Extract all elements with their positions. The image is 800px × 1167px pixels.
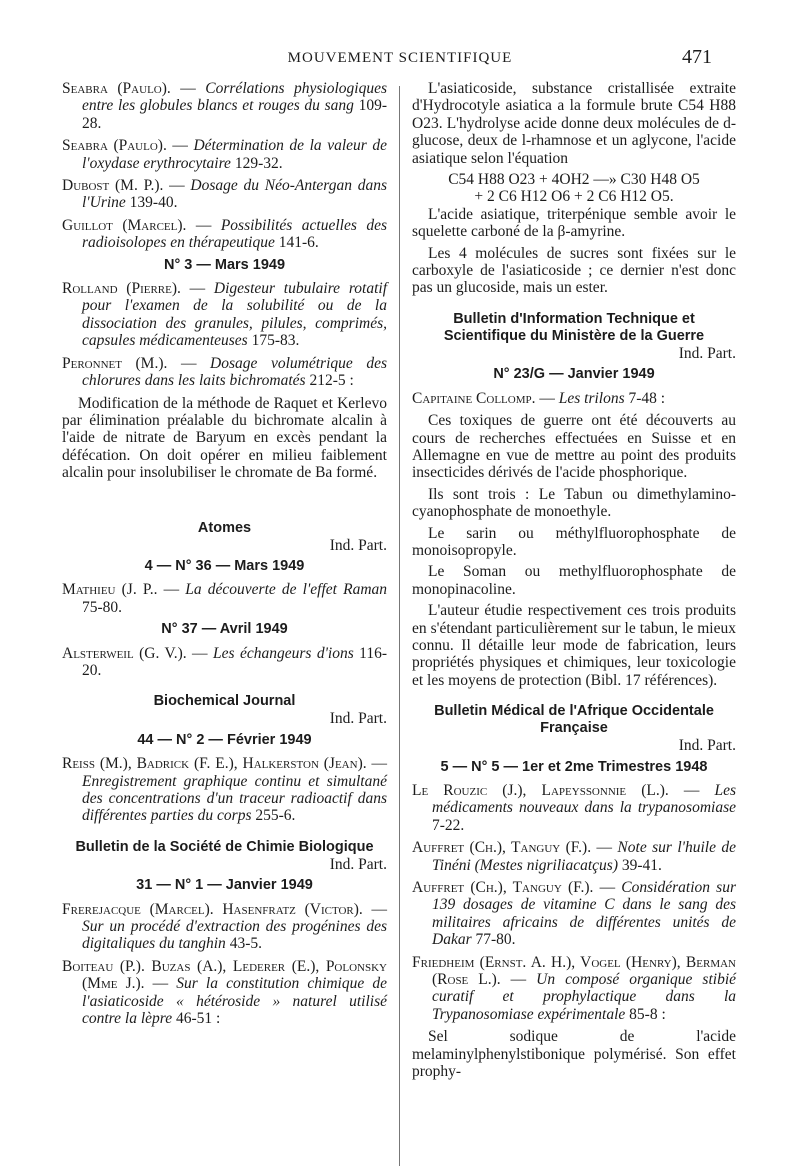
entry-author: Seabra (Paulo). [62, 80, 171, 97]
entry-pages: 129-32. [230, 154, 283, 172]
entry-dash: — [163, 177, 191, 195]
spacer [62, 486, 387, 506]
entry-pages: 46-51 : [172, 1010, 221, 1028]
entry-author: Le Rouzic (J.), Lapeyssonnie (L.). [412, 782, 669, 799]
entry-dash: — [535, 389, 559, 407]
bibliography-entry [62, 355, 387, 390]
bibliography-entry [412, 879, 736, 949]
entry-pages: 75-80. [82, 598, 123, 616]
entry-title: Note sur l'huile de Tinéni (Mestes nigriliacatçus) [432, 839, 736, 874]
entry-dash: — [500, 971, 537, 989]
abstract-paragraph: Le sarin ou méthylfluorophosphate de monoisopropyle. [412, 524, 736, 559]
entry-dash: — [166, 137, 194, 155]
issue-heading: N° 23/G — Janvier 1949 [493, 366, 655, 383]
journal-heading: Bulletin de la Société de Chimie Biologique [75, 838, 374, 855]
issue-heading: N° 3 — Mars 1949 [163, 256, 286, 273]
entry-author: Mathieu (J. P.. [62, 581, 158, 599]
entry-dash: — [591, 839, 618, 857]
entry-pages: 77-80. [471, 931, 516, 949]
entry-dash: — [186, 216, 221, 234]
journal-heading: Biochemical Journal [153, 693, 296, 710]
abstract-paragraph: L'asiaticoside, substance cristallisée extraite d'Hydrocotyle asiatica a la formule brute C54 H88 O23. L'hydrolyse acide donne deux molécules de d-glucose, deux de l-rhamnose et un aglycone, l'acide asiatique selon l'équation [412, 80, 736, 167]
entry-pages: 141-6. [274, 234, 319, 252]
journal-heading: Atomes [197, 519, 252, 536]
entry-dash: — [366, 755, 388, 773]
issue-heading: N° 37 — Avril 1949 [161, 621, 288, 638]
entry-title: La découverte de l'effet Raman [185, 581, 388, 599]
entry-author: Auffret (Ch.), Tanguy (F.). [412, 839, 592, 857]
entry-pages: 7-48 : [624, 389, 666, 407]
index-label: Ind. Part. [678, 344, 736, 362]
entry-title: Dosage volumétrique des chlorures dans les laits bichromatés [82, 354, 387, 390]
bibliography-entry [62, 581, 387, 616]
chemical-equation: + 2 C6 H12 O6 + 2 C6 H12 O5. [474, 188, 674, 206]
entry-author: Guillot (Marcel). [62, 216, 187, 234]
abstract-paragraph: Ces toxiques de guerre ont été découverts au cours de recherches effectuées en Suisse et en Allemagne en vue de mettre au point des produits insecticides dérivés de l'acide phosphorique. [412, 412, 736, 482]
entry-pages: 212-5 : [305, 372, 354, 390]
bibliography-entry [62, 755, 387, 825]
entry-author: Capitaine Collomp. [412, 389, 536, 407]
bibliography-entry [412, 782, 736, 834]
page-number: 471 [682, 46, 712, 68]
entry-title: Détermination de la valeur de l'oxydase erythrocytaire [82, 137, 387, 172]
bibliography-entry [62, 80, 387, 132]
abstract-paragraph: L'auteur étudie respectivement ces trois produits en s'étendant particulièrement sur le tabun, le mieux connu. Il détaille leur mode de fabrication, leurs propriétés physiques et chimiques, leur toxicologie et les moyens de protection (Bibl. 17 références). [412, 602, 736, 689]
bibliography-entry [62, 137, 387, 172]
entry-title: Dosage du Néo-Antergan dans l'Urine [82, 177, 388, 212]
entry-pages: 109-28. [82, 97, 387, 132]
bibliography-entry [62, 280, 387, 350]
entry-dash: — [668, 782, 715, 799]
entry-author: Rolland (Pierre). [62, 280, 181, 298]
entry-author: Boiteau (P.). Buzas (A.), Lederer (E.), Polonsky (Mme J.). [62, 957, 387, 993]
entry-dash: — [157, 581, 186, 599]
entry-pages: 116-20. [82, 644, 388, 679]
entry-dash: — [593, 879, 622, 897]
entry-dash: — [167, 354, 211, 372]
entry-title: Les échangeurs d'ions [212, 644, 354, 662]
index-label: Ind. Part. [329, 536, 387, 554]
entry-pages: 85-8 : [625, 1005, 666, 1023]
issue-heading: 4 — N° 36 — Mars 1949 [144, 557, 305, 574]
entry-dash: — [144, 975, 177, 993]
entry-title: Digesteur tubulaire rotatif pour l'examen de la solubilité ou de la dissociation des granules, pilules, comprimés, capsules médicamenteuses [82, 280, 387, 350]
bibliography-entry [62, 217, 387, 252]
entry-dash: — [180, 280, 214, 298]
journal-heading: Bulletin d'Information Technique et Scientifique du Ministère de la Guerre [443, 310, 705, 344]
issue-heading: 5 — N° 5 — 1er et 2me Trimestres 1948 [440, 758, 708, 775]
entry-author: Friedheim (Ernst. A. H.), Vogel (Henry), Berman (Rose L.). [412, 953, 736, 989]
entry-dash: — [362, 900, 388, 918]
index-label: Ind. Part. [678, 737, 736, 755]
entry-author: Reiss (M.), Badrick (F. E.), Halkerston (Jean). [62, 755, 367, 773]
abstract-paragraph: Modification de la méthode de Raquet et Kerlevo par élimination préalable du bichromate alcalin à l'aide de nitrate de Baryum en excès pendant la défécation. On doit opérer en milieu faiblement alcalin pour insolubiliser le chromate de Ba formé. [62, 394, 387, 482]
entry-title: Possibilités actuelles des radioisolopes en thérapeutique [82, 216, 387, 252]
entry-pages: 175-83. [247, 332, 300, 350]
entry-pages: 139-40. [125, 194, 178, 212]
chemical-equation: C54 H88 O23 + 4OH2 —» C30 H48 O5 [448, 171, 700, 189]
entry-title: Les médicaments nouveaux dans la trypanosomiase [432, 782, 737, 817]
entry-author: Peronnet (M.). [62, 354, 168, 372]
abstract-paragraph: Les 4 molécules de sucres sont fixées sur le carboxyle de l'asiaticoside ; ce dernier n'est donc pas un glucoside, mais un ester. [412, 244, 736, 297]
entry-title: Corrélations physiologiques entre les globules blancs et rouges du sang [82, 80, 388, 115]
entry-title: Un composé organique stibié curatif et prophylactique dans la Trypanosomiase expérimentale [432, 971, 737, 1023]
issue-heading: 44 — N° 2 — Février 1949 [137, 731, 312, 748]
issue-heading: 31 — N° 1 — Janvier 1949 [136, 877, 313, 894]
bibliography-entry [62, 958, 387, 1028]
bibliography-entry [412, 390, 736, 407]
entry-pages: 7-22. [432, 816, 465, 834]
abstract-paragraph: Ils sont trois : Le Tabun ou dimethylamino-cyanophosphate de monoethyle. [412, 485, 736, 521]
column-divider [399, 86, 400, 1166]
index-label: Ind. Part. [329, 855, 387, 873]
abstract-paragraph: L'acide asiatique, triterpénique semble avoir le squelette carboné de la β-amyrine. [412, 205, 736, 241]
entry-author: Frerejacque (Marcel). Hasenfratz (Victor). [62, 900, 363, 918]
entry-dash: — [186, 644, 213, 662]
entry-dash: — [170, 80, 206, 97]
running-head [0, 46, 800, 72]
entry-title: Considération sur 139 dosages de vitamine C dans le sang des militaires africains de différentes unités de Dakar [432, 879, 736, 949]
right-column [412, 80, 736, 1085]
bibliography-entry [412, 839, 736, 874]
entry-author: Dubost (M. P.). [62, 177, 164, 195]
entry-title: Enregistrement graphique continu et simultané des concentrations d'un traceur radioactif dans différentes parties du corps [82, 772, 387, 825]
entry-title: Les trilons [558, 389, 625, 407]
running-title: MOUVEMENT SCIENTIFIQUE [287, 50, 513, 66]
journal-heading: Bulletin Médical de l'Afrique Occidentale Française [434, 703, 714, 737]
entry-title: Sur la constitution chimique de l'asiaticoside « hétéroside » naturel utilisé contre la lèpre [82, 975, 387, 1028]
bibliography-entry [62, 177, 387, 212]
abstract-paragraph: Le Soman ou methylfluorophosphate de monopinacoline. [412, 563, 736, 598]
bibliography-entry [412, 954, 736, 1024]
index-label: Ind. Part. [329, 710, 387, 728]
bibliography-entry [62, 645, 387, 680]
entry-author: Seabra (Paulo). [62, 137, 167, 155]
entry-author: Auffret (Ch.), Tanguy (F.). [412, 879, 594, 897]
entry-pages: 255-6. [251, 807, 296, 825]
bibliography-entry [62, 901, 387, 953]
left-column [62, 80, 387, 1032]
entry-author: Alsterweil (G. V.). [62, 644, 187, 662]
entry-pages: 43-5. [225, 935, 262, 953]
entry-pages: 39-41. [617, 856, 662, 874]
entry-title: Sur un procédé d'extraction des progénines des digitaliques du tanghin [82, 918, 387, 953]
abstract-paragraph: Sel sodique de l'acide melaminylphenylstibonique polymérisé. Son effet prophy- [412, 1028, 736, 1081]
